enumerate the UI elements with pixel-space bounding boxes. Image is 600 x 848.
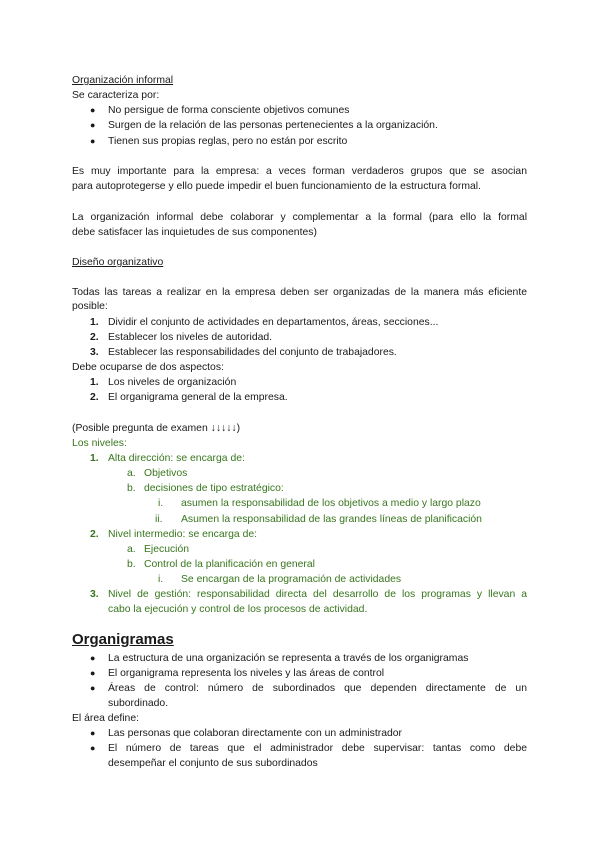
heading-organigramas: Organigramas: [72, 631, 174, 648]
list-item: decisiones de tipo estratégico:: [144, 483, 284, 494]
list-item: No persigue de forma consciente objetivos comunes: [108, 105, 350, 116]
section-title-diseno-organizativo: Diseño organizativo: [72, 257, 164, 268]
bullet-dot: ●: [90, 120, 96, 130]
levels-title: Los niveles:: [72, 438, 127, 449]
bullet-dot: ●: [90, 136, 96, 146]
list-item: Asumen la responsabilidad de las grandes líneas de planificación: [181, 514, 482, 525]
paragraph-line: La organización informal debe colaborar y complementar a la formal (para ello la formal: [72, 212, 527, 223]
list-item-continuation: subordinado.: [108, 698, 169, 709]
list-number: 2.: [90, 332, 99, 343]
list-number: 1.: [90, 377, 99, 388]
bullet-dot: ●: [90, 683, 96, 693]
paragraph-line: debe satisfacer las inquietudes de sus componentes): [72, 227, 317, 238]
list-marker: i.: [158, 574, 164, 585]
list-item: Establecer las responsabilidades del conjunto de trabajadores.: [108, 347, 397, 358]
list-item-continuation: cabo la ejecución y control de los procesos de actividad.: [108, 604, 368, 615]
list-item: La estructura de una organización se representa a través de los organigramas: [108, 653, 469, 664]
bullet-dot: ●: [90, 105, 96, 115]
paragraph-line: Es muy importante para la empresa: a veces forman verdaderos grupos que se asocian: [72, 166, 527, 177]
list-marker: i.: [158, 498, 164, 509]
list-item: Nivel de gestión: responsabilidad directa del desarrollo de los programas y llevan a: [108, 589, 527, 600]
list-number: 3.: [90, 589, 99, 600]
list-number: 1.: [90, 453, 99, 464]
list-item-continuation: desempeñar el conjunto de sus subordinados: [108, 758, 318, 769]
list-item: Los niveles de organización: [108, 377, 237, 388]
paragraph-line: Todas las tareas a realizar en la empresa deben ser organizadas de la manera más eficiente: [72, 287, 527, 298]
list-marker: ii.: [155, 514, 163, 525]
list-item: Control de la planificación en general: [144, 559, 315, 570]
list-item: El organigrama general de la empresa.: [108, 392, 288, 403]
list-item: Las personas que colaboran directamente con un administrador: [108, 728, 403, 739]
exam-note: (Posible pregunta de examen ↓↓↓↓↓): [72, 423, 241, 434]
list-marker: a.: [127, 544, 136, 555]
paragraph: Debe ocuparse de dos aspectos:: [72, 362, 224, 373]
list-number: 3.: [90, 347, 99, 358]
list-item: Surgen de la relación de las personas pertenecientes a la organización.: [108, 120, 438, 131]
paragraph-line: posible:: [72, 301, 108, 312]
list-item: Alta dirección: se encarga de:: [108, 453, 245, 464]
list-marker: b.: [127, 559, 136, 570]
list-item: El organigrama representa los niveles y las áreas de control: [108, 668, 385, 679]
bullet-dot: ●: [90, 743, 96, 753]
bullet-dot: ●: [90, 668, 96, 678]
list-item: Se encargan de la programación de actividades: [181, 574, 402, 585]
list-item: asumen la responsabilidad de los objetivos a medio y largo plazo: [181, 498, 481, 509]
bullet-dot: ●: [90, 653, 96, 663]
list-item: Objetivos: [144, 468, 188, 479]
list-number: 2.: [90, 529, 99, 540]
list-item: Dividir el conjunto de actividades en departamentos, áreas, secciones...: [108, 317, 439, 328]
list-item: Tienen sus propias reglas, pero no están por escrito: [108, 136, 348, 147]
paragraph: Se caracteriza por:: [72, 90, 160, 101]
list-item: Áreas de control: número de subordinados que dependen directamente de un: [108, 683, 527, 694]
section-title-organizacion-informal: Organización informal: [72, 75, 174, 86]
bullet-dot: ●: [90, 728, 96, 738]
list-marker: b.: [127, 483, 136, 494]
list-number: 2.: [90, 392, 99, 403]
paragraph: El área define:: [72, 713, 140, 724]
list-number: 1.: [90, 317, 99, 328]
list-item: Establecer los niveles de autoridad.: [108, 332, 273, 343]
list-item: Ejecución: [144, 544, 190, 555]
list-item: Nivel intermedio: se encarga de:: [108, 529, 258, 540]
list-marker: a.: [127, 468, 136, 479]
list-item: El número de tareas que el administrador debe supervisar: tantas como debe: [108, 743, 527, 754]
paragraph-line: para autoprotegerse y ello puede impedir el buen funcionamiento de la estructura formal.: [72, 181, 481, 192]
